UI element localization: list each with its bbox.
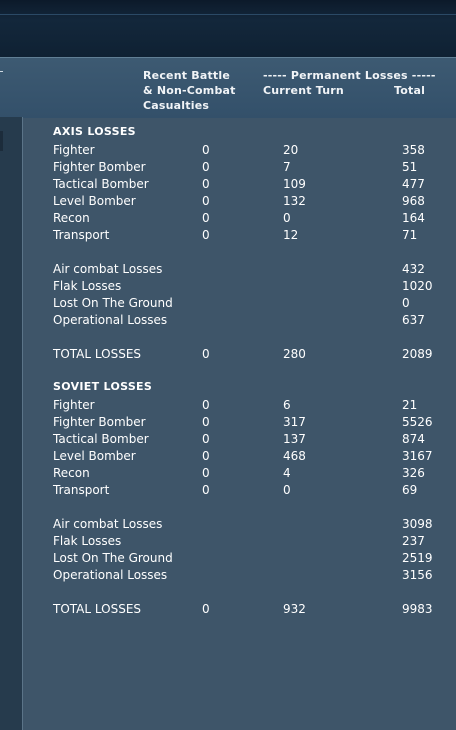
total-current: 280	[283, 347, 306, 361]
cause-total: 2519	[402, 551, 433, 565]
left-strip-notch	[0, 131, 3, 151]
row-label: Tactical Bomber	[53, 432, 149, 446]
header-recent-line2: & Non-Combat	[143, 84, 236, 97]
row-total: 164	[402, 211, 425, 225]
row-recent: 0	[202, 466, 210, 480]
soviet-losses-title: SOVIET LOSSES	[53, 380, 153, 393]
row-current: 0	[283, 211, 291, 225]
row-total: 21	[402, 398, 418, 412]
row-total: 69	[402, 483, 418, 497]
cause-label: Air combat Losses	[53, 262, 163, 276]
row-current: 20	[283, 143, 299, 157]
cause-label: Operational Losses	[53, 568, 168, 582]
total-current: 932	[283, 602, 306, 616]
cause-label: Flak Losses	[53, 279, 122, 293]
row-label: Transport	[53, 228, 110, 242]
left-scroll-strip	[0, 117, 23, 730]
total-label: TOTAL LOSSES	[53, 602, 142, 616]
row-total: 477	[402, 177, 425, 191]
row-total: 358	[402, 143, 425, 157]
row-current: 6	[283, 398, 291, 412]
row-label: Transport	[53, 483, 110, 497]
row-recent: 0	[202, 228, 210, 242]
cause-total: 637	[402, 313, 425, 327]
row-label: Fighter Bomber	[53, 415, 146, 429]
row-total: 968	[402, 194, 425, 208]
row-current: 132	[283, 194, 306, 208]
row-label: Recon	[53, 466, 90, 480]
row-label: Fighter Bomber	[53, 160, 146, 174]
row-label: Recon	[53, 211, 90, 225]
row-current: 12	[283, 228, 299, 242]
row-recent: 0	[202, 432, 210, 446]
row-label: Level Bomber	[53, 194, 136, 208]
row-recent: 0	[202, 194, 210, 208]
cause-total: 3098	[402, 517, 433, 531]
title-bar-line	[0, 14, 456, 15]
row-total: 51	[402, 160, 418, 174]
total-total: 2089	[402, 347, 433, 361]
cause-label: Lost On The Ground	[53, 296, 173, 310]
row-current: 4	[283, 466, 291, 480]
row-current: 7	[283, 160, 291, 174]
row-label: Fighter	[53, 143, 95, 157]
row-current: 109	[283, 177, 306, 191]
total-recent: 0	[202, 347, 210, 361]
row-current: 0	[283, 483, 291, 497]
row-recent: 0	[202, 143, 210, 157]
total-recent: 0	[202, 602, 210, 616]
cause-label: Lost On The Ground	[53, 551, 173, 565]
cause-label: Flak Losses	[53, 534, 122, 548]
row-recent: 0	[202, 177, 210, 191]
header-total: Total	[394, 84, 426, 97]
cause-total: 1020	[402, 279, 433, 293]
row-label: Tactical Bomber	[53, 177, 149, 191]
cause-label: Operational Losses	[53, 313, 168, 327]
header-dash	[0, 71, 3, 72]
cause-total: 3156	[402, 568, 433, 582]
row-recent: 0	[202, 415, 210, 429]
row-total: 3167	[402, 449, 433, 463]
row-total: 326	[402, 466, 425, 480]
row-current: 317	[283, 415, 306, 429]
cause-label: Air combat Losses	[53, 517, 163, 531]
cause-total: 432	[402, 262, 425, 276]
header-recent-line1: Recent Battle	[143, 69, 230, 82]
row-total: 71	[402, 228, 418, 242]
row-recent: 0	[202, 211, 210, 225]
header-recent-line3: Casualties	[143, 99, 210, 112]
total-label: TOTAL LOSSES	[53, 347, 142, 361]
total-total: 9983	[402, 602, 433, 616]
row-recent: 0	[202, 449, 210, 463]
row-recent: 0	[202, 398, 210, 412]
header-permanent-losses: ----- Permanent Losses -----	[263, 69, 436, 82]
row-current: 468	[283, 449, 306, 463]
cause-total: 0	[402, 296, 410, 310]
axis-losses-title: AXIS LOSSES	[53, 125, 136, 138]
row-recent: 0	[202, 160, 210, 174]
title-bar	[0, 0, 456, 57]
cause-total: 237	[402, 534, 425, 548]
row-total: 874	[402, 432, 425, 446]
header-current-turn: Current Turn	[263, 84, 344, 97]
column-header	[0, 57, 456, 119]
row-label: Fighter	[53, 398, 95, 412]
row-current: 137	[283, 432, 306, 446]
row-total: 5526	[402, 415, 433, 429]
row-label: Level Bomber	[53, 449, 136, 463]
row-recent: 0	[202, 483, 210, 497]
